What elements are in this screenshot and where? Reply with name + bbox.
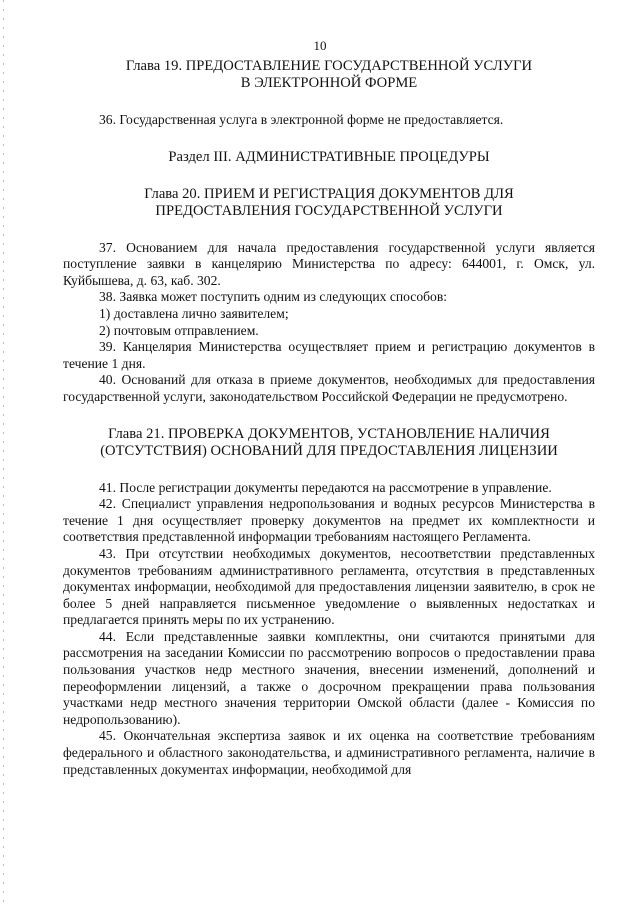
paragraph-44: 44. Если представленные заявки комплектны, они считаются принятыми для рассмотрения на заседании Комиссии по рассмотрению вопросов о предоставлении права пользования участков недр местного значения, внесении изменений, дополнений и переоформлении лицензий, а также о досрочном прекращении права пользования участками недр местного значения территории Омской области (далее - Комиссия по недропользованию). [63,628,595,727]
page-edge-marks [3,0,4,905]
chapter21-title [63,426,595,460]
paragraph-39: 39. Канцелярия Министерства осуществляет прием и регистрацию документов в течение 1 дня. [63,339,595,371]
chapter19-title [63,58,595,92]
paragraph-38-item-2: 2) почтовым отправлением. [99,322,259,338]
page-number: 10 [313,38,327,53]
section3-title: Раздел III. АДМИНИСТРАТИВНЫЕ ПРОЦЕДУРЫ [168,148,490,165]
document-body [63,58,595,778]
paragraph-42: 42. Специалист управления недропользования и водных ресурсов Министерства в течение 1 дня осуществляет проверку документов на предмет их комплектности и соответствия представленной информации требованиям настоящего Регламента. [63,496,595,545]
paragraph-38: 38. Заявка может поступить одним из следующих способов: [99,289,448,305]
paragraph-45: 45. Окончательная экспертиза заявок и их оценка на соответствие требованиям федерального и областного законодательства, и административного регламента, наличие в представленных документах информации, необходимой для [63,728,595,777]
paragraph-36: 36. Государственная услуга в электронной форме не предоставляется. [99,112,504,127]
chapter20-title-line1: Глава 20. ПРИЕМ И РЕГИСТРАЦИЯ ДОКУМЕНТОВ ДЛЯ [144,185,514,202]
paragraph-41: 41. После регистрации документы передаются на рассмотрение в управление. [99,479,552,495]
paragraph-40: 40. Оснований для отказа в приеме документов, необходимых для предоставления государственной услуги, законодательством Российской Федерации не предусмотрено. [63,372,595,404]
paragraph-37: 37. Основанием для начала предоставления государственной услуги является поступление заявки в канцелярию Министерства по адресу: 644001, г. Омск, ул. Куйбышева, д. 63, каб. 302. [63,239,595,288]
chapter21-title-line1: Глава 21. ПРОВЕРКА ДОКУМЕНТОВ, УСТАНОВЛЕНИЕ НАЛИЧИЯ [108,425,550,442]
chapter19-title-line1: Глава 19. ПРЕДОСТАВЛЕНИЕ ГОСУДАРСТВЕННОЙ УСЛУГИ [125,58,533,74]
chapter20-title-line2: ПРЕДОСТАВЛЕНИЯ ГОСУДАРСТВЕННОЙ УСЛУГИ [155,202,503,219]
paragraph-43: 43. При отсутствии необходимых документов, несоответствии представленных документов требованиям административного регламента, отсутствия в представленных документах информации, необходимой для предоставления лицензии заявителю, в срок не более 5 дней направляется письменное уведомление о выявленных недостатках и предлагается принять меры по их устранению. [63,545,595,628]
chapter19-title-line2: В ЭЛЕКТРОННОЙ ФОРМЕ [240,75,418,91]
paragraph-38-item-1: 1) доставлена лично заявителем; [99,305,289,321]
chapter21-title-line2: (ОТСУТСТВИЯ) ОСНОВАНИЙ ДЛЯ ПРЕДОСТАВЛЕНИЯ ЛИЦЕНЗИИ [100,442,558,459]
chapter20-title [63,186,595,220]
